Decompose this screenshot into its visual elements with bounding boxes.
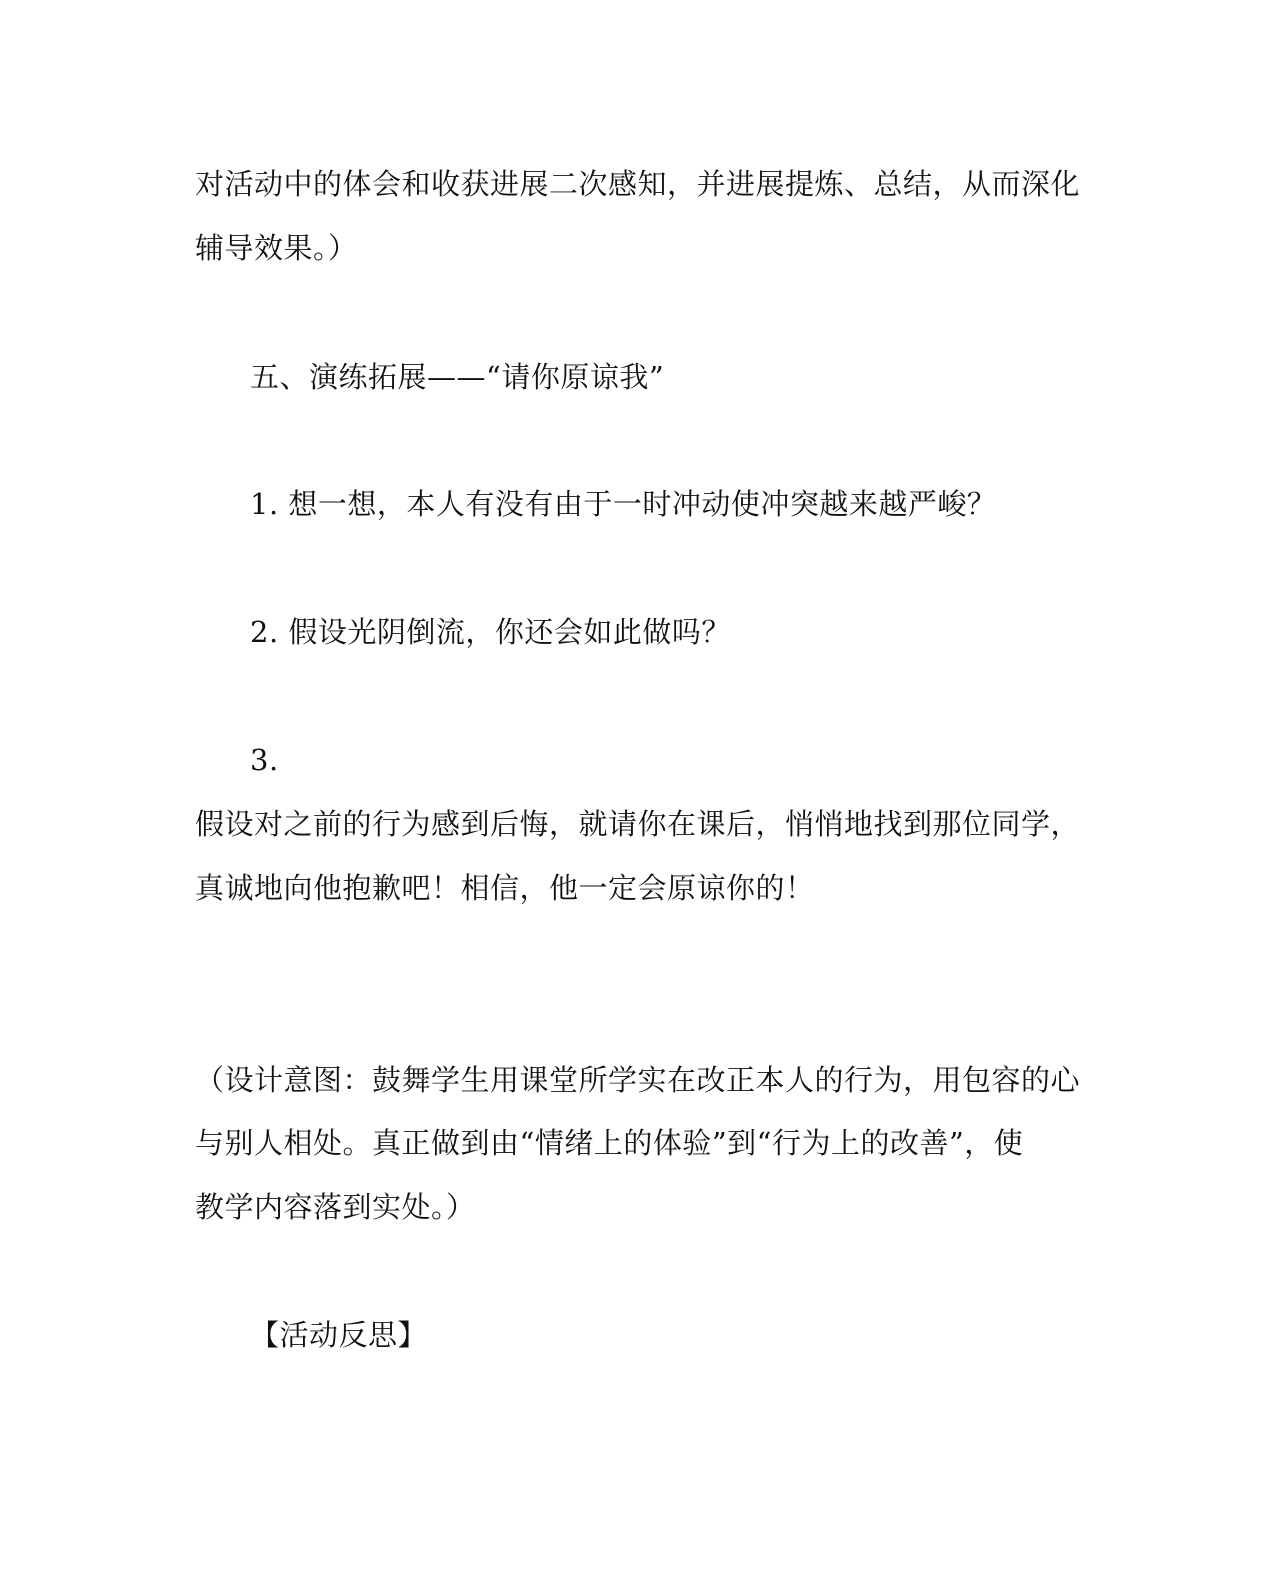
design-intent-line: 与别人相处。真正做到由“情绪上的体验”到“行为上的改善”，使: [195, 1126, 1024, 1160]
list-item-text: 真诚地向他抱歉吧！相信，他一定会原谅你的！: [195, 871, 815, 905]
paragraph-line: 对活动中的体会和收获进展二次感知，并进展提炼、总结，从而深化: [195, 167, 1081, 201]
section-heading: 【活动反思】: [250, 1318, 428, 1352]
list-item-text: 假设对之前的行为感到后悔，就请你在课后，悄悄地找到那位同学，: [195, 807, 1081, 841]
design-intent-line: （设计意图：鼓舞学生用课堂所学实在改正本人的行为，用包容的心: [195, 1063, 1081, 1097]
list-item: 2. 假设光阴倒流，你还会如此做吗？: [250, 615, 731, 649]
section-heading: 五、演练拓展——“请你原谅我”: [250, 360, 665, 394]
paragraph-line: 辅导效果。）: [195, 231, 358, 265]
list-item-number: 3.: [250, 743, 279, 777]
design-intent-line: 教学内容落到实处。）: [195, 1190, 476, 1224]
list-item: 1. 想一想，本人有没有由于一时冲动使冲突越来越严峻？: [250, 487, 997, 521]
